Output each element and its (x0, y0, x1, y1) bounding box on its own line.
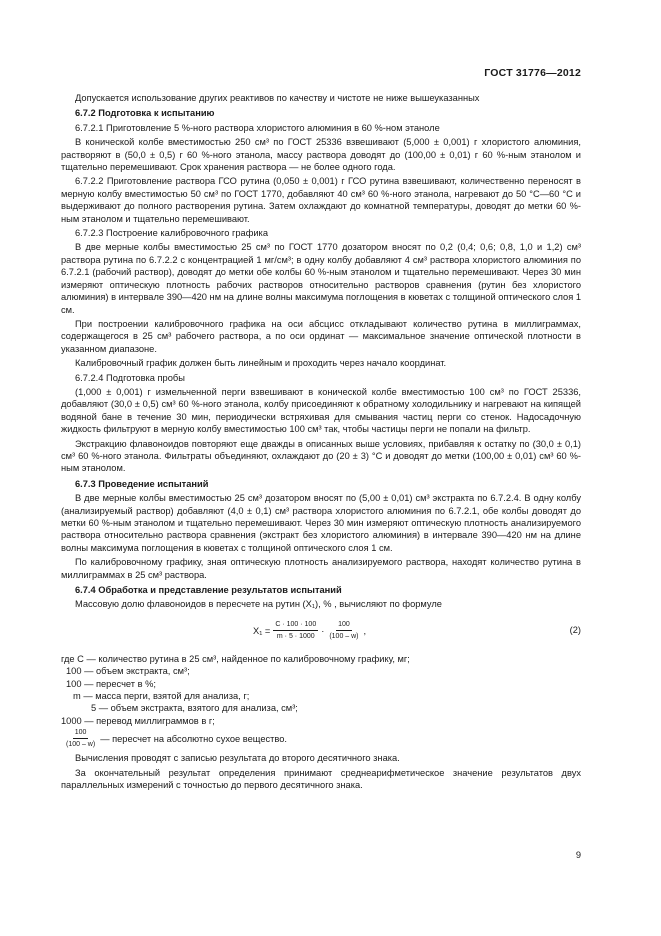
definition-dry-denominator: (100 – w) (66, 741, 96, 749)
definition-dry-numerator: 100 (73, 728, 89, 739)
definition-m: m — масса перги, взятой для анализа, г; (73, 691, 250, 702)
formula-2 (61, 613, 581, 649)
formula-fraction-main (273, 620, 318, 641)
formula-fraction-main-numerator: C · 100 · 100 (273, 620, 318, 631)
section-heading-6-7-3: 6.7.3 Проведение испытаний (75, 478, 209, 489)
paragraph-6-7-4: Массовую долю флавоноидов в пересчете на рутин (X₁), % , вычисляют по формуле (75, 599, 442, 610)
paragraph-reagents: Допускается использование других реактивов по качеству и чистоте не ниже вышеуказанных (75, 93, 480, 103)
paragraph-6-7-2-3: В две мерные колбы вместимостью 25 см³ по ГОСТ 1770 дозатором вносят по 0,2 (0,4; 0,6; 0,8, 1,0 и 1,2) см³ раствора рутина по 6.7.2.2 с концентрацией 1 мг/см³; в одну колбу добавляют 4 см³ раствора хлористого алюминия по 6.7.2.1 (рабочий раствор), доводят до метки обе колбы 60 %-ным этанолом и тщательно перемешивают. Через 30 мин измеряют оптическую плотность рабочих растворов относительно растворов сравнения (рутин без хлористого алюминия) в интервале 390—420 нм на длине волны максимума поглощения в кюветах с толщиной оптического слоя 1 см. (61, 242, 581, 315)
formula-fraction-dry (327, 620, 360, 641)
subsection-heading-6-7-2-4: 6.7.2.4 Подготовка пробы (75, 372, 185, 383)
definition-extract-volume: 100 — объем экстракта, см³; (66, 666, 190, 677)
paragraph-6-7-2-3-axes: При построении калибровочного графика на оси абсцисс откладывают количество рутина в миллиграммах, содержащегося в 25 см³ рабочего раствора, а по оси ординат — максимальное значение оптической плотности в указанном диапазоне. (61, 318, 581, 354)
subsection-heading-6-7-2-1: 6.7.2.1 Приготовление 5 %-ного раствора хлористого алюминия в 60 %-ном этаноле (75, 122, 440, 133)
formula-fraction-dry-denominator: (100 – w) (329, 633, 359, 641)
section-heading-6-7-4: 6.7.4 Обработка и представление результатов испытаний (75, 585, 342, 596)
section-heading-6-7-2: 6.7.2 Подготовка к испытанию (75, 108, 215, 119)
definition-dry-basis (61, 728, 581, 749)
formula-fraction-dry-numerator: 100 (336, 620, 352, 631)
document-header: ГОСТ 31776—2012 (484, 67, 581, 79)
subsection-heading-6-7-2-3: 6.7.2.3 Построение калибровочного графика (75, 228, 268, 239)
document-body (61, 92, 581, 794)
formula-expression (253, 613, 366, 649)
definition-dry-text: — пересчет на абсолютно сухое вещество. (100, 733, 288, 744)
paragraph-6-7-2-3-linear: Калибровочный график должен быть линейным и проходить через начало координат. (75, 358, 447, 369)
definition-dry-fraction (64, 728, 97, 749)
paragraph-6-7-2-4: (1,000 ± 0,001) г измельченной перги взвешивают в конической колбе вместимостью 100 см³ по ГОСТ 25336, добавляют (30,0 ± 0,5) см³ 60 %-ного этанола, колбу присоединяют к обратному холодильнику и нагревают на кипящей водяной бане в течение 30 мин, периодически встряхивая для смывания частиц перги со стенок. Надосадочную жидкость фильтруют в мерную колбу вместимостью 100 см³ так, чтобы частицы перги не попали на фильтр. (61, 386, 581, 435)
paragraph-6-7-2-2: 6.7.2.2 Приготовление раствора ГСО рутина (0,050 ± 0,001) г ГСО рутина взвешивают, количественно переносят в мерную колбу вместимостью 50 см³ по ГОСТ 1770, добавляют 40 см³ 60 %-ного этанола, нагревают до 50 °С—60 °С и выдерживают до полного растворения рутина. Затем охлаждают до комнатной температуры, доводят до метки 60 %-ным этанолом и тщательно перемешивают. (61, 176, 581, 224)
formula-lhs: X₁ = (253, 625, 271, 636)
paragraph-6-7-3: В две мерные колбы вместимостью 25 см³ дозатором вносят по (5,00 ± 0,01) см³ экстракта по 6.7.2.4. В одну колбу (анализируемый раствор) добавляют (4,0 ± 0,1) см³ раствора хлористого алюминия по 6.7.2.1, обе колбы доводят до метки 60 %-ным этанолом и тщательно перемешивают. Через 30 мин измеряют оптическую плотность анализируемого раствора относительно раствора сравнения (экстракт без хлористого алюминия) в интервале 390—420 нм на длине волны максимума поглощения в кюветах с толщиной оптического слоя 1 см. (61, 493, 581, 553)
definition-5: 5 — объем экстракта, взятого для анализа, см³; (91, 703, 298, 714)
page-number: 9 (575, 850, 581, 860)
formula-number: (2) (569, 624, 581, 635)
definition-c: где C — количество рутина в 25 см³, найденное по калибровочному графику, мг; (61, 653, 410, 664)
definition-percent: 100 — пересчет в %; (66, 678, 156, 689)
paragraph-6-7-2-1: В конической колбе вместимостью 250 см³ по ГОСТ 25336 взвешивают (5,000 ± 0,001) г хлористого алюминия, растворяют в (50,0 ± 0,5) г 60 %-ного этанола, массу раствора доводят до (100,00 ± 0,01) г 60 %-ным этанолом и тщательно перемешивают. Срок хранения раствора — не более одного года. (61, 137, 581, 173)
paragraph-calc-precision: Вычисления проводят с записью результата до второго десятичного знака. (75, 753, 400, 764)
paragraph-final-result: За окончательный результат определения принимают среднеарифметическое значение результатов двух параллельных измерений с точностью до первого десятичного знака. (61, 767, 581, 791)
paragraph-6-7-3-calibration: По калибровочному графику, зная оптическую плотность анализируемого раствора, находят количество рутина в миллиграммах в 25 см³ раствора. (61, 557, 581, 580)
formula-end: , (363, 625, 367, 636)
formula-fraction-main-denominator: m · 5 · 1000 (276, 633, 315, 641)
definition-1000: 1000 — перевод миллиграммов в г; (61, 715, 215, 726)
paragraph-6-7-2-4-extraction: Экстракцию флавоноидов повторяют еще дважды в описанных выше условиях, прибавляя к остатку по (30,0 ± 0,1) см³ 60 %-ного этанола. Фильтраты объединяют, охлаждают до (20 ± 3) °С и доводят до метки (100,00 ± 0,01) см³ 60 %-ным этанолом. (61, 438, 581, 474)
formula-multiply: · (321, 625, 325, 636)
